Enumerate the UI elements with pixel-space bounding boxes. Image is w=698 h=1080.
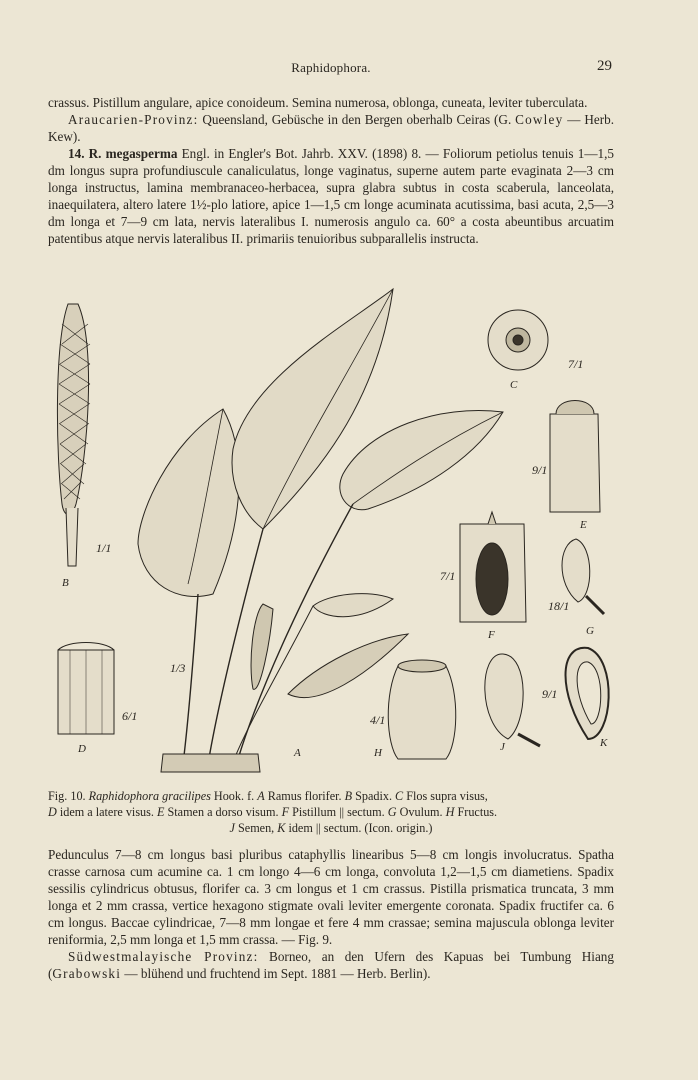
caption-d-text: idem a latere visus. [56,805,154,819]
species-name: Raphidophora gracilipes [88,789,211,803]
scale-g: 18/1 [548,599,570,613]
caption-e-text: Stamen a dorso visum. [164,805,279,819]
text-block-top [48,94,614,247]
caption-g-label: G [387,805,397,819]
label-h: H [374,747,382,759]
spadix-drawing-b [57,304,90,566]
label-j: J [500,741,505,753]
seed-drawing-j [485,654,540,746]
caption-c-text: Flos supra visus, [403,789,488,803]
caption-a-label: A [257,789,265,803]
paragraph-species-14 [48,145,614,247]
locality-text: Queensland, Gebüsche in den Bergen oberhalb Ceiras (G. [198,112,512,127]
stamen-drawing-e [550,401,600,513]
scale-b: 1/1 [96,541,112,555]
caption-c-label: C [395,789,404,803]
caption-b-label: B [344,789,353,803]
caption-line-1 [48,788,614,804]
paragraph-peduncle: Pedunculus 7—8 cm longus basi pluribus cataphyllis linearibus 5—8 cm longis involucratus. Spatha crasse carnosa cum acumine ca. 1 cm longo 4—6 cm longa, convoluta 1,2—1,5 cm diametiens. Spadix sessilis cylindricus obtusus, florifer ca. 3 cm longus et 1 cm crassus. Pistilla prismatica truncata, 3 mm longa et 2 mm crassa, vertice hexagono stigmate ovali leviter emergente coronata. Spadix fructifer ca. 6 cm longus. Baccae cylindricae, 7—8 mm longae et fere 4 mm crassae; semina majuscula oblonga leviter reniformia, 2,5 mm longa et 1,5 mm crassa. — Fig. 9. [48,847,614,947]
paragraph-locality [48,111,614,145]
pistil-drawing-f [460,512,526,622]
province-name: Araucarien-Provinz: [68,112,199,127]
caption-j-label: J [229,821,235,835]
label-a: A [294,747,301,759]
figure-number: Fig. 10. [48,789,86,803]
collector-name-2: Grabowski [52,966,122,981]
scale-f: 7/1 [440,569,456,583]
province-name-2: Südwestmalayische Provinz: [68,949,259,964]
caption-h-text: Fructus. [454,805,498,819]
fruit-drawing-h [388,660,456,759]
caption-e-label: E [157,805,165,819]
running-title: Raphidophora. [291,60,371,75]
label-d: D [78,743,86,755]
species-heading: 14. R. megasperma [68,146,178,161]
caption-b-text: Spadix. [352,789,392,803]
label-f: F [488,629,495,641]
caption-a-text: Ramus florifer. [264,789,342,803]
scale-a: 1/3 [170,661,186,675]
herbarium-text: — Herb. Kew). [48,112,614,144]
species-author: Hook. f. [210,789,255,803]
scale-j: 9/1 [542,687,558,701]
caption-line-2 [48,804,614,820]
label-k: K [600,737,608,749]
caption-j-text: Semen, [234,821,275,835]
caption-h-label: H [445,805,455,819]
caption-g-text: Ovulum. [396,805,443,819]
text-block-bottom [48,846,614,982]
botanical-figure [48,284,628,784]
flower-top-drawing-c [488,310,548,370]
locality-text-2: Borneo, an den Ufern des Kapuas bei Tumbung Hiang ( [48,949,614,981]
seed-section-drawing-k [566,648,609,739]
flower-side-drawing-d [58,643,114,735]
herbarium-text-2: — blühend und fruchtend im Sept. 1881 — Herb. Berlin). [121,966,431,981]
collector-name: Cowley [515,112,564,127]
scale-c: 7/1 [568,357,584,371]
scale-h: 4/1 [370,713,386,727]
figure-caption [48,788,614,836]
species-description: Engl. in Engler's Bot. Jahrb. XXV. (1898) 8. — Foliorum petiolus tenuis 1—1,5 dm longus supra profundiuscule canaliculatus, longe vaginatus, superne autem parte evaginata 2—3 cm longa instructus, lamina membranaceo-herbacea, supra glabra subtus in costa scaberula, lanceolata, inaequilatera, altero latere 1½-plo latiore, apice 1—1,5 cm longe acuminata acutissima, basi acuta, 2,5—3 dm longa et 7—9 cm lata, nervis lateralibus I. numerosis angulo ca. 60° a costa abeuntibus arcuatim patentibus atque nervis lateralibus II. primariis tenuioribus subparallelis instructa. [48,146,614,246]
figure-illustration [48,284,628,784]
caption-line-3 [48,820,614,836]
label-b: B [62,577,69,589]
paragraph-description-end: crassus. Pistillum angulare, apice conoideum. Semina numerosa, oblonga, cuneata, leviter tuberculata. [48,95,588,110]
caption-f-label: F [281,805,290,819]
page-number: 29 [597,58,612,74]
scale-e: 9/1 [532,463,548,477]
caption-k-text: idem || sectum. [285,821,362,835]
caption-k-label: K [277,821,286,835]
caption-f-text: Pistillum || sectum. [289,805,385,819]
label-g: G [586,625,594,637]
paragraph-locality-2 [48,948,614,982]
label-e: E [580,519,587,531]
caption-source: (Icon. origin.) [361,821,433,835]
page-header [48,58,614,78]
caption-d-label: D [48,805,57,819]
label-c: C [510,379,518,391]
scale-d: 6/1 [122,709,138,723]
